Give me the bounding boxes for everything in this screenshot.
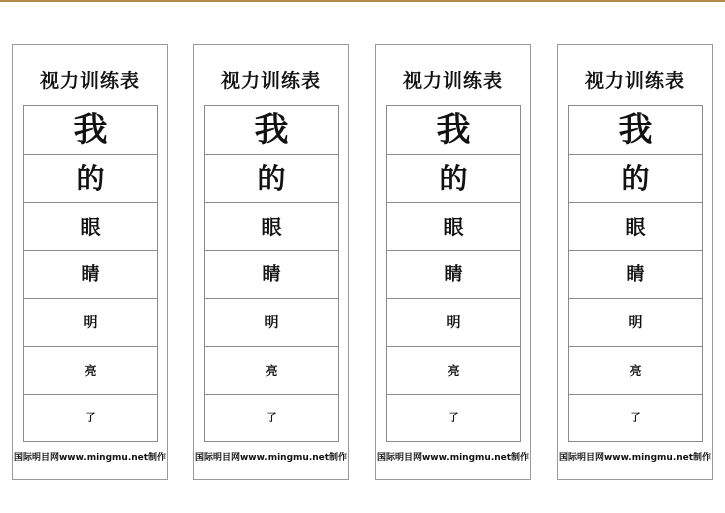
card-footer-credit: 国际明目网www.mingmu.net制作 xyxy=(558,453,712,463)
character-cell-4: 睛 xyxy=(387,250,520,298)
character-cell-5: 明 xyxy=(569,298,702,346)
character-cell-6: 亮 xyxy=(387,346,520,394)
character-cell-5: 明 xyxy=(205,298,338,346)
card-title: 视力训练表 xyxy=(584,70,685,92)
character-cell-6: 亮 xyxy=(569,346,702,394)
character-cell-1: 我 xyxy=(436,110,471,150)
character-cell-7: 了 xyxy=(205,394,338,442)
character-cell-1: 我 xyxy=(254,110,289,150)
character-cell-3: 眼 xyxy=(24,202,157,250)
character-column xyxy=(204,105,339,442)
card-title: 视力训练表 xyxy=(402,70,503,92)
character-cell-4: 睛 xyxy=(569,250,702,298)
character-cell-2: 的 xyxy=(569,154,702,202)
character-cell-2: 的 xyxy=(387,154,520,202)
character-cell-7: 了 xyxy=(387,394,520,442)
character-cell-5: 明 xyxy=(387,298,520,346)
character-cell-2: 的 xyxy=(24,154,157,202)
character-cell-4: 睛 xyxy=(24,250,157,298)
card-title: 视力训练表 xyxy=(39,70,140,92)
character-cell-6: 亮 xyxy=(205,346,338,394)
character-column xyxy=(568,105,703,442)
character-cell-6: 亮 xyxy=(24,346,157,394)
character-cell-1: 我 xyxy=(618,110,653,150)
character-cell-3: 眼 xyxy=(569,202,702,250)
vision-chart-card-4 xyxy=(557,44,713,480)
character-cell-2: 的 xyxy=(205,154,338,202)
card-title: 视力训练表 xyxy=(220,70,321,92)
vision-chart-card-2 xyxy=(193,44,349,480)
character-cell-7: 了 xyxy=(569,394,702,442)
character-cell-3: 眼 xyxy=(205,202,338,250)
card-footer-credit: 国际明目网www.mingmu.net制作 xyxy=(13,453,167,463)
character-cell-7: 了 xyxy=(24,394,157,442)
card-footer-credit: 国际明目网www.mingmu.net制作 xyxy=(194,453,348,463)
character-cell-3: 眼 xyxy=(387,202,520,250)
vision-chart-card-1 xyxy=(12,44,168,480)
vision-chart-card-3 xyxy=(375,44,531,480)
character-column xyxy=(386,105,521,442)
card-footer-credit: 国际明目网www.mingmu.net制作 xyxy=(376,453,530,463)
character-cell-4: 睛 xyxy=(205,250,338,298)
character-column xyxy=(23,105,158,442)
character-cell-1: 我 xyxy=(73,110,108,150)
character-cell-5: 明 xyxy=(24,298,157,346)
